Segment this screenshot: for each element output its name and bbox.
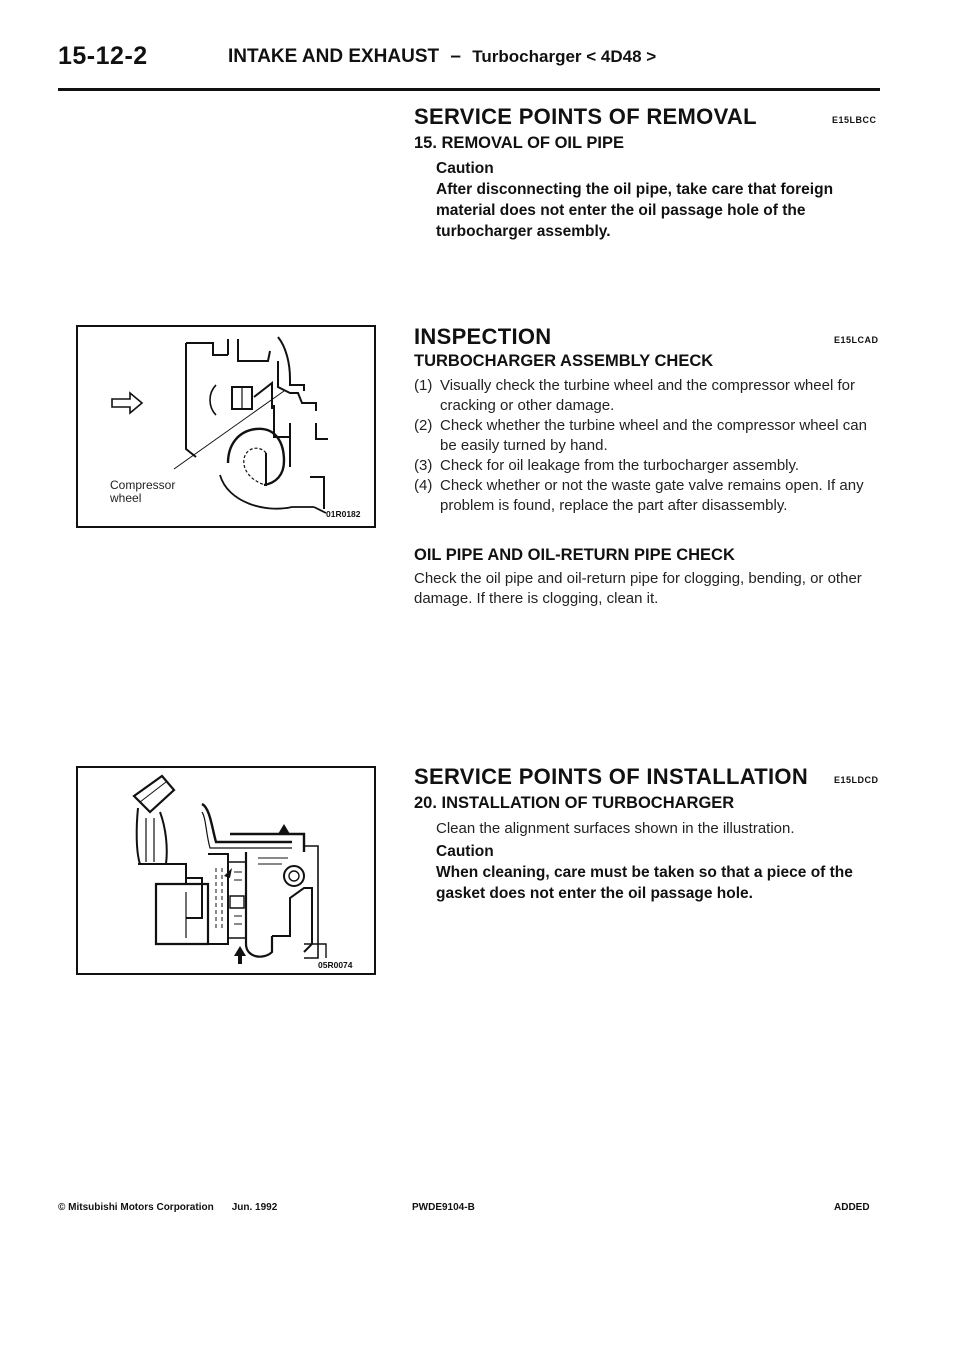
list-item-number: (1) <box>414 377 433 394</box>
fig1-code: 01R0182 <box>326 509 361 519</box>
removal-heading: SERVICE POINTS OF REMOVAL <box>414 104 757 129</box>
list-item-text: Visually check the turbine wheel and the compressor wheel for cracking or other damage. <box>440 377 855 414</box>
compressor-wheel-label-line2: wheel <box>110 491 142 505</box>
list-item-number: (4) <box>414 477 433 494</box>
list-item <box>414 416 880 456</box>
installation-heading: SERVICE POINTS OF INSTALLATION <box>414 764 809 789</box>
section-title: INTAKE AND EXHAUST <box>228 46 440 67</box>
footer-doc-code: PWDE9104-B <box>412 1202 475 1213</box>
installation-text: Clean the alignment surfaces shown in the illustration. <box>436 820 795 837</box>
oil-pipe-check-text: Check the oil pipe and oil-return pipe for clogging, bending, or other damage. If there is clogging, clean it. <box>414 570 862 607</box>
removal-caution-text: After disconnecting the oil pipe, take care that foreign material does not enter the oil passage hole of the turbocharger assembly. <box>436 181 834 240</box>
inspection-list <box>414 376 880 516</box>
removal-step: 15. REMOVAL OF OIL PIPE <box>414 134 624 152</box>
compressor-wheel-figure <box>76 325 376 528</box>
list-item-number: (2) <box>414 417 433 434</box>
turbocharger-check-title: TURBOCHARGER ASSEMBLY CHECK <box>414 352 714 370</box>
inspection-heading: INSPECTION <box>414 324 552 349</box>
removal-caution-label: Caution <box>436 160 494 177</box>
oil-pipe-check-title: OIL PIPE AND OIL-RETURN PIPE CHECK <box>414 546 735 564</box>
turbocharger-assembly-diagram <box>78 768 374 973</box>
page-title <box>228 46 656 68</box>
header-rule <box>58 88 880 91</box>
inspection-code: E15LCAD <box>834 335 879 345</box>
list-item <box>414 376 880 416</box>
copyright-text: © Mitsubishi Motors Corporation <box>58 1202 214 1213</box>
list-item <box>414 476 880 516</box>
footer-date: Jun. 1992 <box>231 1202 278 1213</box>
removal-code: E15LBCC <box>832 115 877 125</box>
list-item <box>414 456 880 476</box>
footer-copyright <box>58 1202 277 1213</box>
compressor-wheel-label-line1: Compressor <box>110 478 176 492</box>
compressor-wheel-label <box>110 479 175 505</box>
list-item-text: Check whether the turbine wheel and the compressor wheel can be easily turned by hand. <box>440 417 867 454</box>
list-item-text: Check for oil leakage from the turbocharger assembly. <box>440 457 800 474</box>
installation-caution-label: Caution <box>436 843 494 860</box>
list-item-text: Check whether or not the waste gate valve remains open. If any problem is found, replace the part after disassembly. <box>440 477 864 514</box>
fig2-code: 05R0074 <box>318 960 353 970</box>
installation-code: E15LDCD <box>834 775 879 785</box>
installation-step: 20. INSTALLATION OF TURBOCHARGER <box>414 794 735 812</box>
section-subtitle: Turbocharger < 4D48 > <box>472 47 657 66</box>
turbocharger-figure <box>76 766 376 975</box>
installation-caution-text: When cleaning, care must be taken so that a piece of the gasket does not enter the oil passage hole. <box>436 864 853 902</box>
page-number: 15-12-2 <box>58 42 148 70</box>
title-dash: – <box>450 46 461 67</box>
footer-status: ADDED <box>834 1202 870 1213</box>
list-item-number: (3) <box>414 457 433 474</box>
